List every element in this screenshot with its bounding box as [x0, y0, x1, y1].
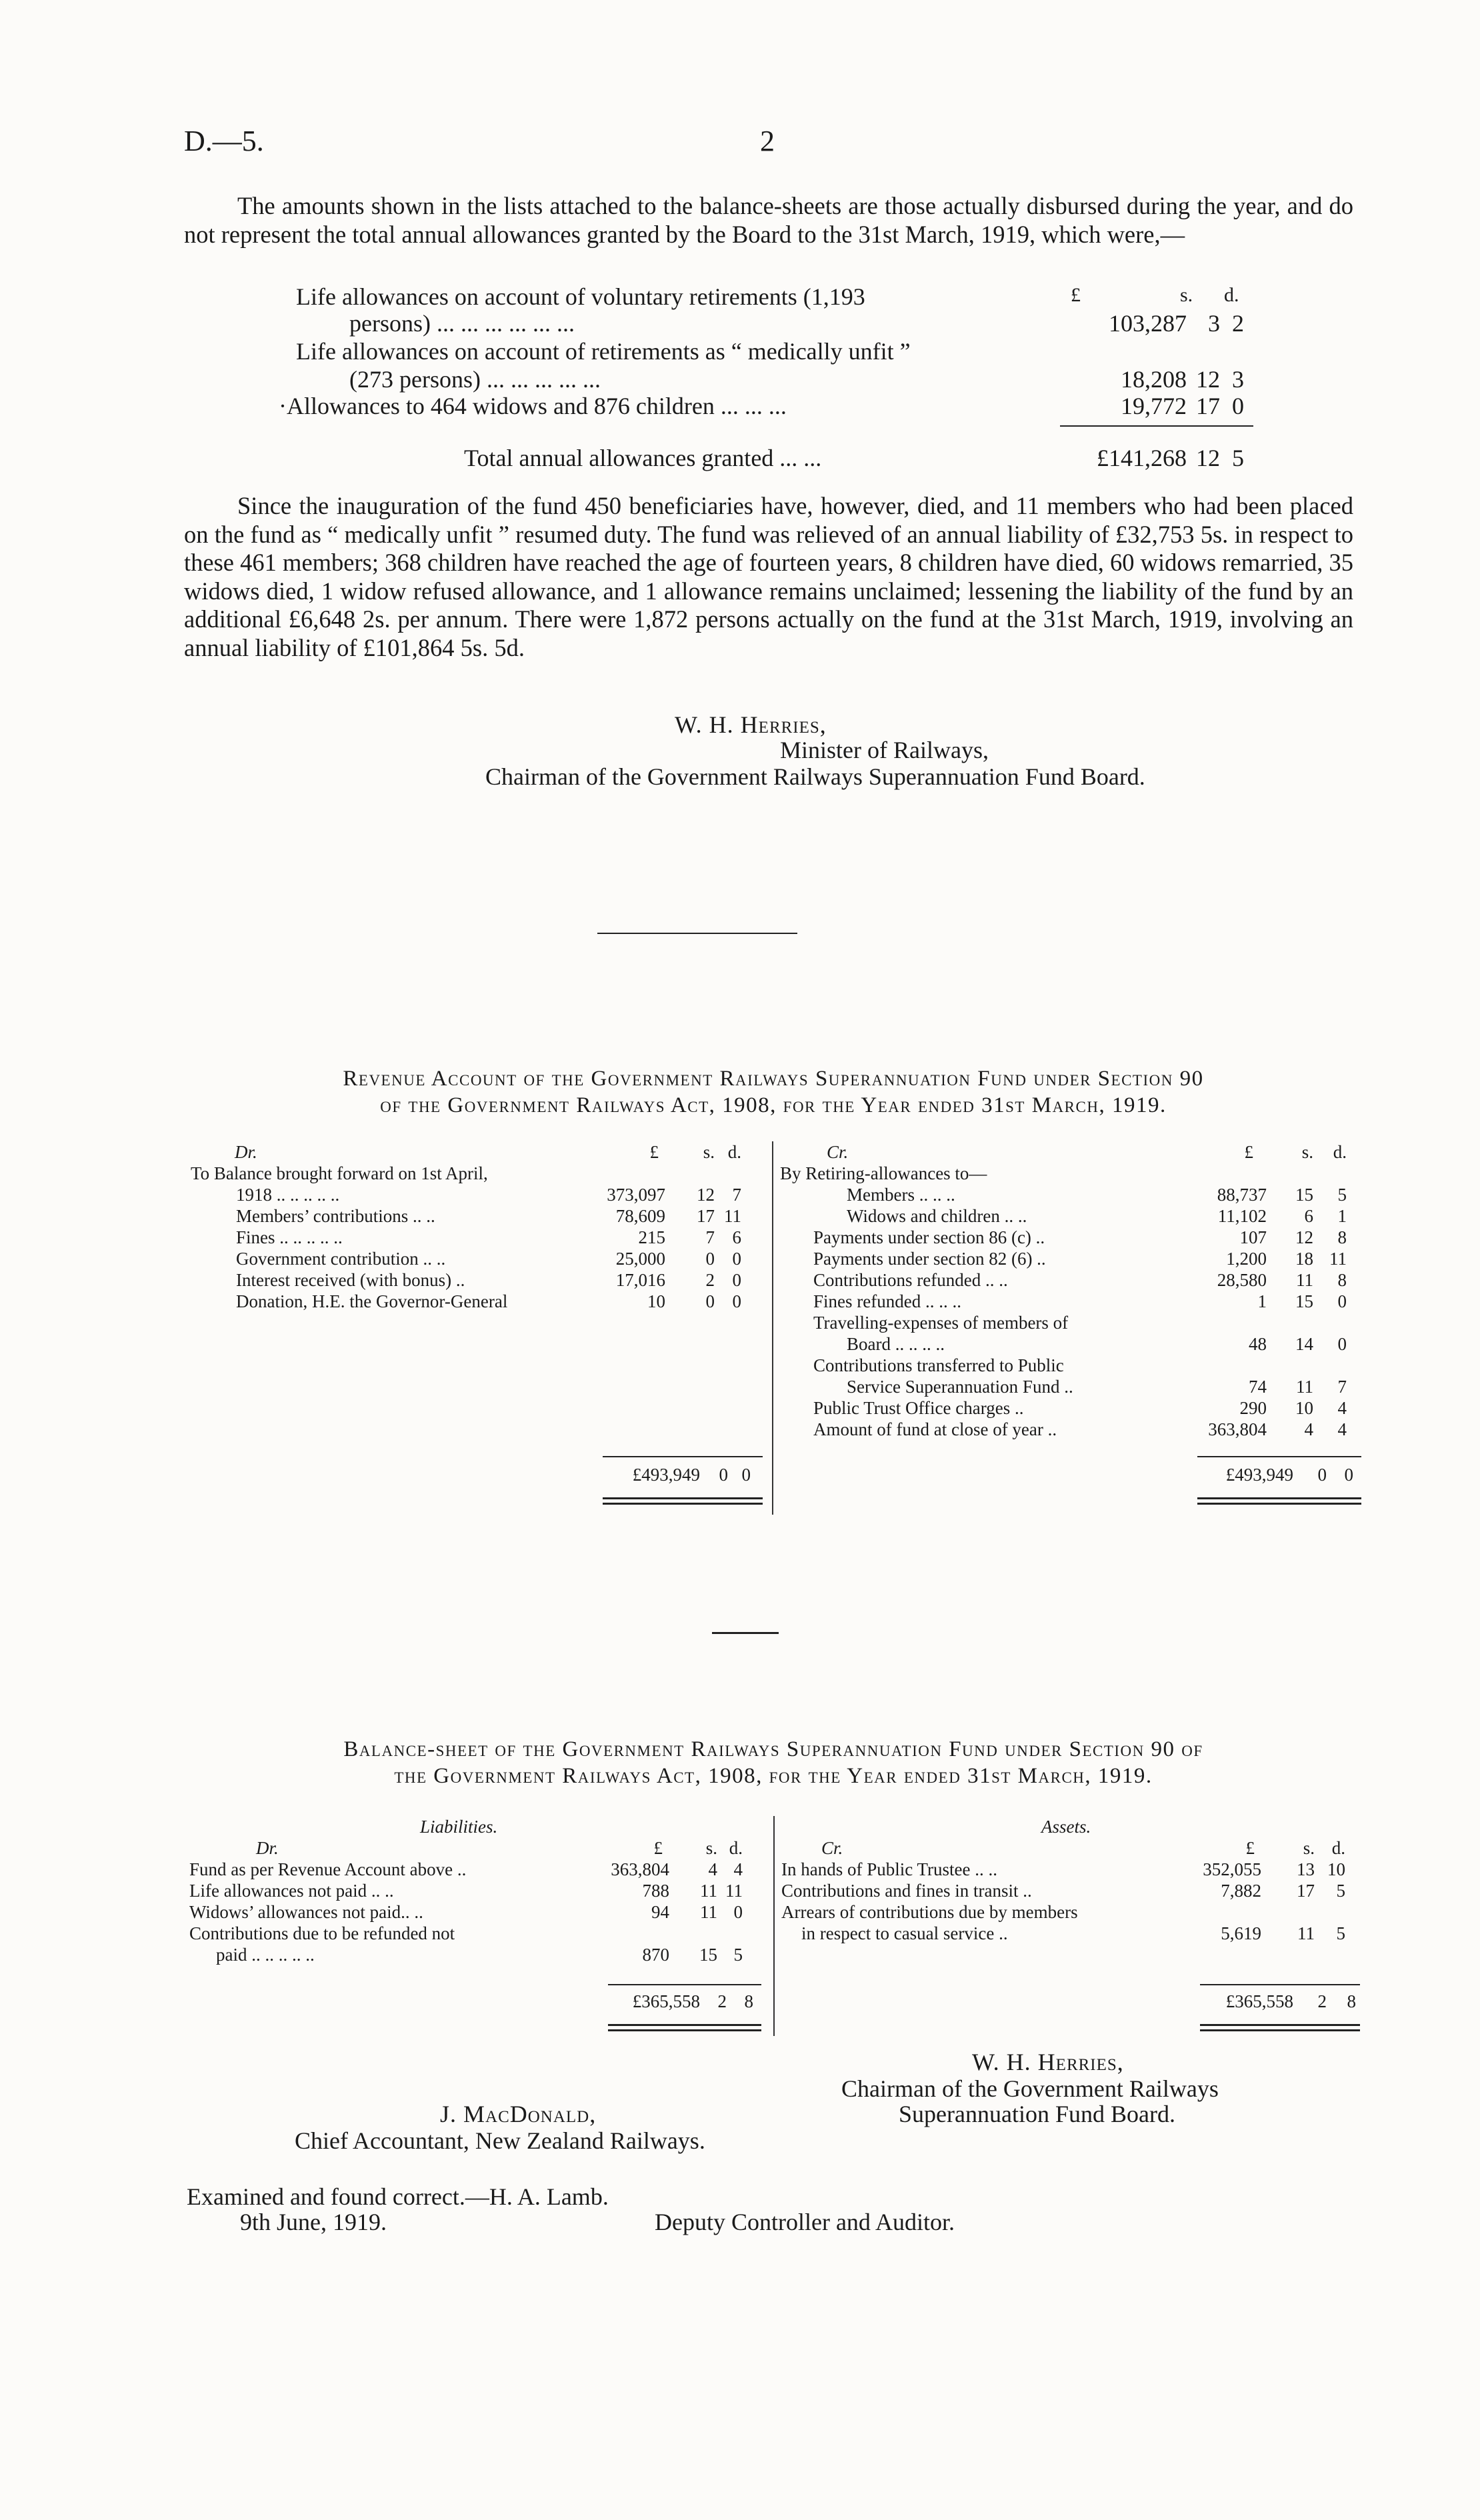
row-label: Payments under section 86 (c) ..: [813, 1227, 1045, 1247]
table-row: [780, 1163, 1360, 1184]
row-pounds: 88,737: [1217, 1185, 1267, 1205]
table-row: [780, 1205, 1360, 1227]
table-row: [780, 1291, 1360, 1312]
row-pence: 5: [1336, 1881, 1345, 1901]
row-label: Government contribution .. ..: [236, 1249, 446, 1269]
row-shillings: 0: [705, 1249, 715, 1269]
row-label: Service Superannuation Fund ..: [847, 1377, 1073, 1397]
row-shillings: 14: [1295, 1334, 1313, 1354]
chairman-title-2: Superannuation Fund Board.: [899, 2101, 1175, 2127]
table-row: [191, 1227, 764, 1248]
row-label: Board .. .. .. ..: [847, 1334, 945, 1354]
signatory-name: W. H. Herries,: [675, 711, 827, 738]
row-label: Members’ contributions .. ..: [236, 1206, 435, 1226]
row-pounds: 290: [1239, 1398, 1267, 1418]
allowance-2-line2: (273 persons) ... ... ... ... ...: [349, 366, 601, 393]
revenue-cr-total: £493,949 0 0: [1225, 1465, 1353, 1485]
table-row: [191, 1205, 764, 1227]
row-pence: 0: [732, 1291, 741, 1311]
balance-title: Balance-sheet of the Government Railways Superannuation Fund under Section 90 of the Government Railways Act, 1908, for the Year ended 31st March, 1919.: [343, 1737, 1203, 1788]
row-pence: 8: [1337, 1270, 1347, 1290]
assets-label: Assets.: [1041, 1817, 1091, 1837]
col-pounds-header: £: [1071, 284, 1081, 306]
row-pounds: 352,055: [1203, 1859, 1261, 1879]
allowance-3-d: 0: [1232, 393, 1244, 419]
row-label: By Retiring-allowances to—: [780, 1163, 987, 1183]
row-shillings: 15: [1295, 1291, 1313, 1311]
allowance-3-s: 17: [1196, 393, 1220, 419]
signatory-title-chairman: Chairman of the Government Railways Superannuation Fund Board.: [485, 763, 1145, 790]
row-label: In hands of Public Trustee .. ..: [781, 1859, 997, 1879]
chairman-title-1: Chairman of the Government Railways: [841, 2075, 1219, 2102]
auditor-title: Deputy Controller and Auditor.: [655, 2209, 955, 2235]
allowance-1-d: 2: [1232, 310, 1244, 337]
row-pence: 11: [725, 1881, 743, 1901]
table-row: [189, 1901, 769, 1923]
balance-assets-side: Assets. Cr. £ s. d. In hands of Public Trustee .. .. 352,055 13 10 Contributions and fines in transit .. 7,882 17 5 Arrears of contributions due by members in respect to casual service .. 5,619 11 5: [781, 1816, 1361, 1944]
table-row: [780, 1312, 1360, 1333]
row-label: Travelling-expenses of members of: [813, 1313, 1069, 1333]
row-pounds: 48: [1249, 1334, 1267, 1354]
revenue-divider: [772, 1141, 773, 1515]
allowance-2-pounds: 18,208: [1121, 366, 1187, 393]
row-shillings: 15: [1295, 1185, 1313, 1205]
row-label: Life allowances not paid .. ..: [189, 1881, 394, 1901]
row-label: Members .. .. ..: [847, 1185, 955, 1205]
row-label: Fines .. .. .. .. ..: [236, 1227, 343, 1247]
liability-paragraph: Since the inauguration of the fund 450 beneficiaries have, however, died, and 11 members who had been placed on the fund as “ medically unfit ” resumed duty. The fund was relieved of an annual liability of £32,753 5s. in respect to these 461 members; 368 children have reached the age of fourteen years, 8 children have died, 60 widows remarried, 35 widows died, 1 widow refused allowance, and 1 allowance remains unclaimed; lessening the liability of the fund by an additional £6,648 2s. per annum. There were 1,872 persons actually on the fund at the 31st March, 1919, involving an annual liability of £101,864 5s. 5d.: [184, 492, 1353, 661]
row-pounds: 25,000: [615, 1249, 665, 1269]
row-pounds: 1: [1257, 1291, 1267, 1311]
row-pence: 11: [1329, 1249, 1347, 1269]
row-shillings: 0: [705, 1291, 715, 1311]
row-label: Fines refunded .. .. ..: [813, 1291, 961, 1311]
table-row: [780, 1269, 1360, 1291]
allowance-1-s: 3: [1208, 310, 1220, 337]
row-pounds: 17,016: [615, 1270, 665, 1290]
table-row: [189, 1880, 769, 1901]
row-pence: 4: [1337, 1398, 1347, 1418]
balance-dr-total: £365,558 2 8: [632, 1991, 753, 2011]
table-row: [189, 1859, 769, 1880]
revenue-cr-label: Cr.: [827, 1142, 849, 1162]
table-row: [781, 1923, 1361, 1944]
row-label: Payments under section 82 (6) ..: [813, 1249, 1046, 1269]
total-d: 5: [1232, 445, 1244, 471]
row-label: Contributions and fines in transit ..: [781, 1881, 1032, 1901]
row-pounds: 373,097: [607, 1185, 665, 1205]
row-label: Donation, H.E. the Governor-General: [236, 1291, 508, 1311]
row-label: To Balance brought forward on 1st April,: [191, 1163, 488, 1183]
row-shillings: 15: [699, 1945, 717, 1965]
row-shillings: 18: [1295, 1249, 1313, 1269]
section-divider-2: [712, 1632, 779, 1634]
row-pence: 5: [1337, 1185, 1347, 1205]
row-pounds: 94: [651, 1902, 669, 1922]
row-pounds: 28,580: [1217, 1270, 1267, 1290]
row-label: Widows and children .. ..: [847, 1206, 1027, 1226]
row-label: 1918 .. .. .. .. ..: [236, 1185, 340, 1205]
row-pence: 8: [1337, 1227, 1347, 1247]
row-label: Contributions refunded .. ..: [813, 1270, 1008, 1290]
row-shillings: 4: [708, 1859, 717, 1879]
row-pounds: 5,619: [1221, 1923, 1261, 1943]
row-shillings: 2: [705, 1270, 715, 1290]
table-row: [191, 1248, 764, 1269]
balance-liabilities-side: Liabilities. Dr. £ s. d. Fund as per Revenue Account above .. 363,804 4 4 Life allowances not paid .. .. 788 11 11 Widows’ allowances not paid.. .. 94 11 0 Contributions due to be refunded not paid .. .. .. .. .. 870 15 5: [189, 1816, 769, 1965]
row-pence: 6: [732, 1227, 741, 1247]
table-row: [781, 1901, 1361, 1923]
allowance-3-line1: ·Allowances to 464 widows and 876 children ... ... ...: [279, 393, 787, 419]
table-row: [780, 1376, 1360, 1397]
revenue-credit-side: Cr. £ s. d. By Retiring-allowances to— Members .. .. .. 88,737 15 5 Widows and children .. .. 11,102 6 1 Payments under section 86 (c) .. 107 12 8 Payments under section 82 (6) .. 1,200 18 11 Contributions refunded .. .. 28,580 11 8 Fines refunded .. .. .. 1 15 0 Travelling-expenses of members of Board .. .. .. .. 48 14 0 Contributions transferred to Public Service Superannuation Fund .. 74 11 7 Public Trust Office charges .. 290 10 4 Amount of fund at close of year .. 363,804 4 4: [780, 1141, 1360, 1440]
row-label: paid .. .. .. .. ..: [216, 1945, 315, 1965]
col-d-header: d.: [1224, 284, 1239, 306]
row-pounds: 363,804: [611, 1859, 669, 1879]
revenue-debit-side: Dr. £ s. d. To Balance brought forward on 1st April, 1918 .. .. .. .. .. 373,097 12 7 Members’ contributions .. .. 78,609 17 11 Fines .. .. .. .. .. 215 7 6 Government contribution .. .. 25,000 0 0 Interest received (with bonus) .. 17,016 2 0 Donation, H.E. the Governor-General 10 0 0: [191, 1141, 764, 1312]
table-row: [191, 1184, 764, 1205]
chairman-name: W. H. Herries,: [972, 2049, 1124, 2075]
row-pence: 1: [1337, 1206, 1347, 1226]
subtotal-rule: [1060, 425, 1253, 427]
table-row: [780, 1355, 1360, 1376]
row-label: Contributions due to be refunded not: [189, 1923, 455, 1943]
total-s: 12: [1196, 445, 1220, 471]
row-pence: 0: [1337, 1334, 1347, 1354]
allowance-1-pounds: 103,287: [1109, 310, 1187, 337]
row-shillings: 12: [1295, 1227, 1313, 1247]
row-pounds: 870: [642, 1945, 669, 1965]
table-row: [189, 1944, 769, 1965]
row-label: in respect to casual service ..: [801, 1923, 1008, 1943]
table-row: [780, 1419, 1360, 1440]
row-pence: 10: [1327, 1859, 1345, 1879]
row-pence: 11: [724, 1206, 741, 1226]
row-pence: 7: [732, 1185, 741, 1205]
row-label: Arrears of contributions due by members: [781, 1902, 1078, 1922]
table-row: [781, 1859, 1361, 1880]
row-label: Widows’ allowances not paid.. ..: [189, 1902, 423, 1922]
table-row: [780, 1227, 1360, 1248]
allowance-2-d: 3: [1232, 366, 1244, 393]
revenue-dr-total: £493,949 0 0: [632, 1465, 751, 1485]
liabilities-label: Liabilities.: [420, 1817, 498, 1837]
row-pounds: 7,882: [1221, 1881, 1261, 1901]
total-pounds: £141,268: [1097, 445, 1187, 471]
row-pence: 0: [732, 1270, 741, 1290]
audit-statement: Examined and found correct.—H. A. Lamb.: [187, 2183, 609, 2210]
row-shillings: 4: [1304, 1419, 1313, 1439]
table-row: [780, 1333, 1360, 1355]
allowance-2-line1: Life allowances on account of retirements as “ medically unfit ”: [296, 338, 911, 365]
section-divider: [597, 933, 797, 934]
allowance-1-line2: persons) ... ... ... ... ... ...: [349, 310, 575, 337]
table-row: [191, 1163, 764, 1184]
row-shillings: 7: [705, 1227, 715, 1247]
table-row: [780, 1248, 1360, 1269]
revenue-dr-label: Dr.: [235, 1142, 257, 1162]
row-pence: 4: [1337, 1419, 1347, 1439]
row-label: Amount of fund at close of year ..: [813, 1419, 1057, 1439]
row-shillings: 11: [1296, 1270, 1313, 1290]
row-label: Public Trust Office charges ..: [813, 1398, 1024, 1418]
table-row: [781, 1880, 1361, 1901]
row-shillings: 12: [697, 1185, 715, 1205]
row-shillings: 13: [1297, 1859, 1315, 1879]
row-shillings: 10: [1295, 1398, 1313, 1418]
row-shillings: 6: [1304, 1206, 1313, 1226]
allowance-3-pounds: 19,772: [1121, 393, 1187, 419]
table-row: [189, 1923, 769, 1944]
table-row: [780, 1184, 1360, 1205]
revenue-title: Revenue Account of the Government Railways Superannuation Fund under Section 90 of the Government Railways Act, 1908, for the Year ended 31st March, 1919.: [343, 1067, 1204, 1117]
audit-date: 9th June, 1919.: [240, 2209, 387, 2235]
row-pounds: 215: [638, 1227, 665, 1247]
table-row: [191, 1291, 764, 1312]
col-s-header: s.: [1180, 284, 1193, 306]
row-label: Fund as per Revenue Account above ..: [189, 1859, 467, 1879]
total-label: Total annual allowances granted ... ...: [464, 445, 822, 471]
accountant-name: J. MacDonald,: [440, 2101, 597, 2127]
allowance-2-s: 12: [1196, 366, 1220, 393]
row-shillings: 11: [1297, 1923, 1315, 1943]
row-pounds: 78,609: [615, 1206, 665, 1226]
row-shillings: 11: [700, 1881, 717, 1901]
balance-divider: [773, 1816, 775, 2036]
row-shillings: 17: [697, 1206, 715, 1226]
row-shillings: 11: [700, 1902, 717, 1922]
intro-paragraph: The amounts shown in the lists attached to the balance-sheets are those actually disbursed during the year, and do not represent the total annual allowances granted by the Board to the 31st March, 1919, which were,—: [184, 192, 1353, 248]
row-pence: 0: [732, 1249, 741, 1269]
row-pounds: 74: [1249, 1377, 1267, 1397]
page-number: 2: [760, 125, 775, 157]
accountant-title: Chief Accountant, New Zealand Railways.: [295, 2127, 705, 2154]
row-pence: 0: [733, 1902, 743, 1922]
row-pence: 5: [733, 1945, 743, 1965]
row-pence: 0: [1337, 1291, 1347, 1311]
row-pounds: 788: [642, 1881, 669, 1901]
row-shillings: 17: [1297, 1881, 1315, 1901]
row-pounds: 1,200: [1226, 1249, 1267, 1269]
row-pounds: 363,804: [1208, 1419, 1267, 1439]
signatory-title-minister: Minister of Railways,: [780, 737, 989, 763]
document-reference: D.—5.: [184, 125, 264, 157]
allowance-1-line1: Life allowances on account of voluntary retirements (1,193: [296, 283, 865, 310]
table-row: [191, 1269, 764, 1291]
row-pence: 4: [733, 1859, 743, 1879]
row-label: Interest received (with bonus) ..: [236, 1270, 465, 1290]
row-pence: 7: [1337, 1377, 1347, 1397]
row-pounds: 10: [647, 1291, 665, 1311]
row-label: Contributions transferred to Public: [813, 1355, 1064, 1375]
row-pounds: 107: [1239, 1227, 1267, 1247]
row-pounds: 11,102: [1217, 1206, 1267, 1226]
row-shillings: 11: [1296, 1377, 1313, 1397]
row-pence: 5: [1336, 1923, 1345, 1943]
balance-cr-total: £365,558 2 8: [1225, 1991, 1356, 2011]
table-row: [780, 1397, 1360, 1419]
